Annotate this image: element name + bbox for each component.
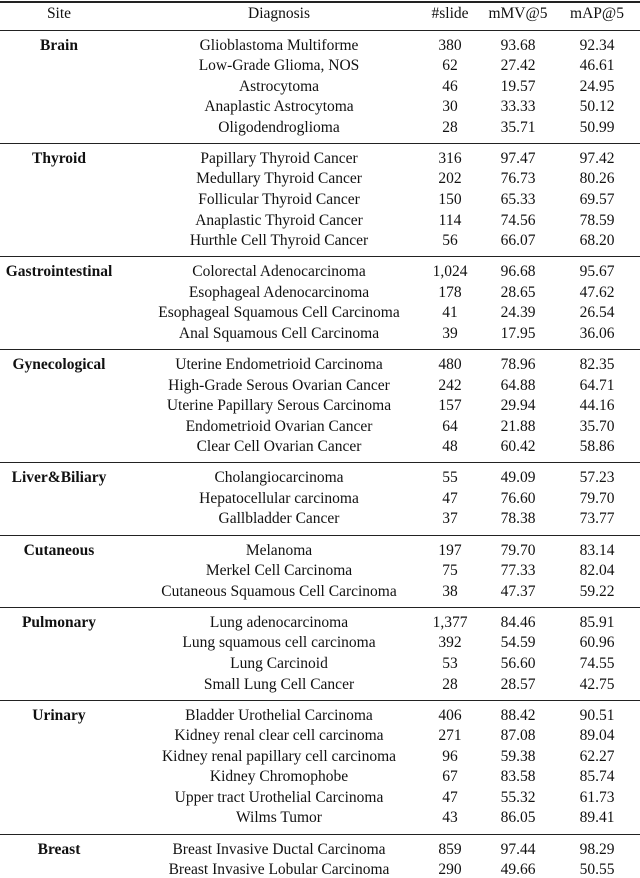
mmv-cell: 66.07 — [500, 232, 536, 250]
slide-count-cell: 242 — [438, 376, 462, 394]
mmv-cell: 64.88 — [500, 376, 536, 394]
mmv-cell: 93.68 — [500, 36, 536, 54]
table-row — [0, 396, 640, 417]
mmv-cell: 17.95 — [500, 324, 536, 342]
table-row — [0, 149, 640, 170]
group-divider — [0, 143, 640, 144]
slide-count-cell: 39 — [442, 324, 458, 342]
table-row — [0, 56, 640, 77]
group-divider — [0, 700, 640, 701]
diagnosis-cell: Anaplastic Thyroid Cancer — [195, 211, 363, 229]
mmv-cell: 79.70 — [500, 541, 536, 559]
map-cell: 58.86 — [579, 438, 615, 456]
slide-count-cell: 1,024 — [432, 263, 468, 281]
group-divider — [0, 349, 640, 350]
table-row — [0, 118, 640, 139]
site-label: Pulmonary — [21, 613, 97, 631]
map-cell: 47.62 — [579, 283, 615, 301]
diagnosis-cell: Endometrioid Ovarian Cancer — [185, 417, 373, 435]
diagnosis-cell: Kidney Chromophobe — [209, 768, 349, 786]
slide-count-cell: 67 — [442, 768, 458, 786]
slide-count-cell: 48 — [442, 438, 458, 456]
map-cell: 97.42 — [579, 149, 615, 167]
mmv-cell: 84.46 — [500, 613, 536, 631]
diagnosis-cell: Anal Squamous Cell Carcinoma — [178, 324, 380, 342]
slide-count-cell: 290 — [438, 861, 462, 878]
map-cell: 82.35 — [579, 356, 615, 373]
mmv-cell: 97.47 — [500, 149, 536, 167]
mmv-cell: 77.33 — [500, 562, 536, 580]
map-cell: 68.20 — [579, 232, 615, 250]
map-cell: 62.27 — [579, 747, 615, 765]
diagnosis-cell: Upper tract Urothelial Carcinoma — [174, 788, 384, 806]
diagnosis-cell: Follicular Thyroid Cancer — [198, 190, 360, 208]
mmv-cell: 29.94 — [500, 397, 536, 415]
table-row — [0, 654, 640, 675]
table-row — [0, 489, 640, 510]
mmv-cell: 96.68 — [500, 263, 536, 281]
diagnosis-cell: Bladder Urothelial Carcinoma — [185, 706, 373, 724]
mmv-cell: 28.57 — [500, 675, 536, 693]
slide-count-cell: 392 — [438, 634, 462, 652]
slide-count-cell: 406 — [438, 706, 462, 724]
mmv-cell: 55.32 — [500, 788, 536, 806]
diagnosis-cell: Glioblastoma Multiforme — [199, 36, 359, 54]
map-cell: 95.67 — [579, 263, 615, 281]
slide-count-cell: 859 — [438, 840, 462, 858]
header-mmv: mMV@5 — [488, 5, 548, 22]
diagnosis-cell: Small Lung Cell Cancer — [203, 675, 355, 693]
mmv-cell: 33.33 — [500, 98, 536, 116]
group-divider — [0, 607, 640, 608]
map-cell: 89.41 — [579, 809, 615, 827]
site-label: Gynecological — [12, 356, 106, 373]
slide-count-cell: 53 — [442, 654, 458, 672]
table-row — [0, 840, 640, 861]
map-cell: 46.61 — [579, 57, 615, 75]
mmv-cell: 35.71 — [500, 118, 536, 136]
table-row — [0, 355, 640, 376]
slide-count-cell: 38 — [442, 582, 458, 600]
table-row — [0, 860, 640, 878]
map-cell: 73.77 — [579, 510, 615, 528]
diagnosis-cell: Lung squamous cell carcinoma — [182, 634, 376, 652]
map-cell: 92.34 — [579, 36, 615, 54]
group-divider — [0, 535, 640, 536]
diagnosis-cell: Cutaneous Squamous Cell Carcinoma — [161, 582, 397, 600]
slide-count-cell: 316 — [438, 149, 462, 167]
table-row — [0, 324, 640, 345]
diagnosis-cell: Hurthle Cell Thyroid Cancer — [189, 232, 369, 250]
mmv-cell: 19.57 — [500, 77, 536, 95]
map-cell: 36.06 — [579, 324, 615, 342]
diagnosis-cell: Anaplastic Astrocytoma — [204, 98, 354, 116]
map-cell: 60.96 — [579, 634, 615, 652]
map-cell: 61.73 — [579, 788, 615, 806]
map-cell: 85.74 — [579, 768, 615, 786]
top-rule — [0, 1, 640, 3]
map-cell: 74.55 — [579, 654, 615, 672]
slide-count-cell: 202 — [438, 170, 462, 188]
diagnosis-cell: Kidney renal papillary cell carcinoma — [161, 747, 397, 765]
slide-count-cell: 41 — [442, 304, 458, 322]
site-label: Thyroid — [32, 149, 86, 167]
diagnosis-cell: Papillary Thyroid Cancer — [200, 149, 358, 167]
diagnosis-cell: Melanoma — [245, 541, 313, 559]
mmv-cell: 24.39 — [500, 304, 536, 322]
map-cell: 57.23 — [579, 469, 615, 487]
slide-count-cell: 380 — [438, 36, 462, 54]
slide-count-cell: 157 — [438, 397, 462, 415]
map-cell: 82.04 — [579, 562, 615, 580]
slide-count-cell: 114 — [438, 211, 462, 229]
map-cell: 50.99 — [579, 118, 615, 136]
mmv-cell: 54.59 — [500, 634, 536, 652]
diagnosis-cell: High-Grade Serous Ovarian Cancer — [168, 376, 390, 394]
slide-count-cell: 62 — [442, 57, 458, 75]
site-label: Gastrointestinal — [5, 263, 113, 281]
diagnosis-cell: Low-Grade Glioma, NOS — [198, 57, 360, 75]
mmv-cell: 60.42 — [500, 438, 536, 456]
header-rule — [0, 30, 640, 31]
table-row — [0, 283, 640, 304]
slide-count-cell: 197 — [438, 541, 462, 559]
table-row — [0, 169, 640, 190]
slide-count-cell: 96 — [442, 747, 458, 765]
slide-count-cell: 43 — [442, 809, 458, 827]
map-cell: 80.26 — [579, 170, 615, 188]
slide-count-cell: 28 — [442, 118, 458, 136]
slide-count-cell: 64 — [442, 417, 458, 435]
mmv-cell: 21.88 — [500, 417, 536, 435]
slide-count-cell: 150 — [438, 190, 462, 208]
map-cell: 50.12 — [579, 98, 615, 116]
site-label: Cutaneous — [23, 541, 95, 559]
group-divider — [0, 462, 640, 463]
table-row — [0, 767, 640, 788]
map-cell: 69.57 — [579, 190, 615, 208]
mmv-cell: 83.58 — [500, 768, 536, 786]
mmv-cell: 27.42 — [500, 57, 536, 75]
table-row — [0, 262, 640, 283]
table-row — [0, 706, 640, 727]
site-label: Brain — [40, 36, 78, 54]
group-divider — [0, 834, 640, 835]
diagnosis-cell: Clear Cell Ovarian Cancer — [196, 438, 362, 456]
table-row — [0, 417, 640, 438]
mmv-cell: 76.73 — [500, 170, 536, 188]
table-row — [0, 36, 640, 57]
site-label: Liver&Biliary — [11, 469, 107, 487]
table-row — [0, 468, 640, 489]
table-row — [0, 561, 640, 582]
map-cell: 64.71 — [579, 376, 615, 394]
table-row — [0, 675, 640, 696]
slide-count-cell: 55 — [442, 469, 458, 487]
mmv-cell: 28.65 — [500, 283, 536, 301]
header-row — [0, 4, 640, 25]
mmv-cell: 59.38 — [500, 747, 536, 765]
diagnosis-cell: Breast Invasive Lobular Carcinoma — [168, 861, 390, 878]
mmv-cell: 56.60 — [500, 654, 536, 672]
mmv-cell: 87.08 — [500, 727, 536, 745]
mmv-cell: 97.44 — [500, 840, 536, 858]
table-row — [0, 747, 640, 768]
diagnosis-cell: Lung adenocarcinoma — [209, 613, 349, 631]
slide-count-cell: 30 — [442, 98, 458, 116]
map-cell: 90.51 — [579, 706, 615, 724]
diagnosis-cell: Uterine Papillary Serous Carcinoma — [166, 397, 392, 415]
slide-count-cell: 271 — [438, 727, 462, 745]
map-cell: 79.70 — [579, 489, 615, 507]
table-row — [0, 376, 640, 397]
mmv-cell: 76.60 — [500, 489, 536, 507]
map-cell: 44.16 — [579, 397, 615, 415]
map-cell: 24.95 — [579, 77, 615, 95]
mmv-cell: 86.05 — [500, 809, 536, 827]
diagnosis-cell: Esophageal Adenocarcinoma — [188, 283, 370, 301]
slide-count-cell: 37 — [442, 510, 458, 528]
map-cell: 85.91 — [579, 613, 615, 631]
table-row — [0, 509, 640, 530]
mmv-cell: 49.66 — [500, 861, 536, 878]
table-row — [0, 541, 640, 562]
table-row — [0, 211, 640, 232]
diagnosis-cell: Uterine Endometrioid Carcinoma — [175, 356, 383, 373]
table-row — [0, 808, 640, 829]
map-cell: 35.70 — [579, 417, 615, 435]
header-slide: #slide — [431, 5, 469, 22]
mmv-cell: 47.37 — [500, 582, 536, 600]
map-cell: 26.54 — [579, 304, 615, 322]
table-row — [0, 190, 640, 211]
map-cell: 78.59 — [579, 211, 615, 229]
diagnosis-cell: Wilms Tumor — [236, 809, 322, 827]
table-row — [0, 231, 640, 252]
mmv-cell: 74.56 — [500, 211, 536, 229]
header-site: Site — [46, 5, 72, 22]
mmv-cell: 65.33 — [500, 190, 536, 208]
table-row — [0, 582, 640, 603]
table-row — [0, 788, 640, 809]
diagnosis-cell: Astrocytoma — [238, 77, 320, 95]
diagnosis-cell: Breast Invasive Ductal Carcinoma — [172, 840, 386, 858]
map-cell: 50.55 — [579, 861, 615, 878]
table-row — [0, 303, 640, 324]
table-row — [0, 97, 640, 118]
mmv-cell: 49.09 — [500, 469, 536, 487]
slide-count-cell: 47 — [442, 489, 458, 507]
slide-count-cell: 47 — [442, 788, 458, 806]
diagnosis-cell: Medullary Thyroid Cancer — [196, 170, 362, 188]
diagnosis-cell: Cholangiocarcinoma — [214, 469, 344, 487]
diagnosis-cell: Hepatocellular carcinoma — [199, 489, 359, 507]
diagnosis-cell: Gallbladder Cancer — [218, 510, 340, 528]
diagnosis-cell: Colorectal Adenocarcinoma — [192, 263, 366, 281]
slide-count-cell: 46 — [442, 77, 458, 95]
slide-count-cell: 178 — [438, 283, 462, 301]
header-diagnosis: Diagnosis — [248, 5, 310, 22]
group-divider — [0, 256, 640, 257]
slide-count-cell: 75 — [442, 562, 458, 580]
diagnosis-cell: Oligodendroglioma — [218, 118, 340, 136]
map-cell: 89.04 — [579, 727, 615, 745]
slide-count-cell: 56 — [442, 232, 458, 250]
slide-count-cell: 480 — [438, 356, 462, 373]
table-row — [0, 726, 640, 747]
diagnosis-cell: Merkel Cell Carcinoma — [205, 562, 353, 580]
table-row — [0, 633, 640, 654]
mmv-cell: 78.38 — [500, 510, 536, 528]
diagnosis-cell: Kidney renal clear cell carcinoma — [174, 727, 384, 745]
slide-count-cell: 1,377 — [432, 613, 468, 631]
slide-count-cell: 28 — [442, 675, 458, 693]
site-label: Urinary — [32, 706, 86, 724]
map-cell: 83.14 — [579, 541, 615, 559]
table-row — [0, 613, 640, 634]
diagnosis-cell: Esophageal Squamous Cell Carcinoma — [158, 304, 400, 322]
table-row — [0, 77, 640, 98]
map-cell: 98.29 — [579, 840, 615, 858]
map-cell: 59.22 — [579, 582, 615, 600]
header-map: mAP@5 — [570, 5, 624, 22]
site-label: Breast — [37, 840, 81, 858]
diagnosis-cell: Lung Carcinoid — [230, 654, 328, 672]
map-cell: 42.75 — [579, 675, 615, 693]
table-row — [0, 437, 640, 458]
mmv-cell: 88.42 — [500, 706, 536, 724]
mmv-cell: 78.96 — [500, 356, 536, 373]
